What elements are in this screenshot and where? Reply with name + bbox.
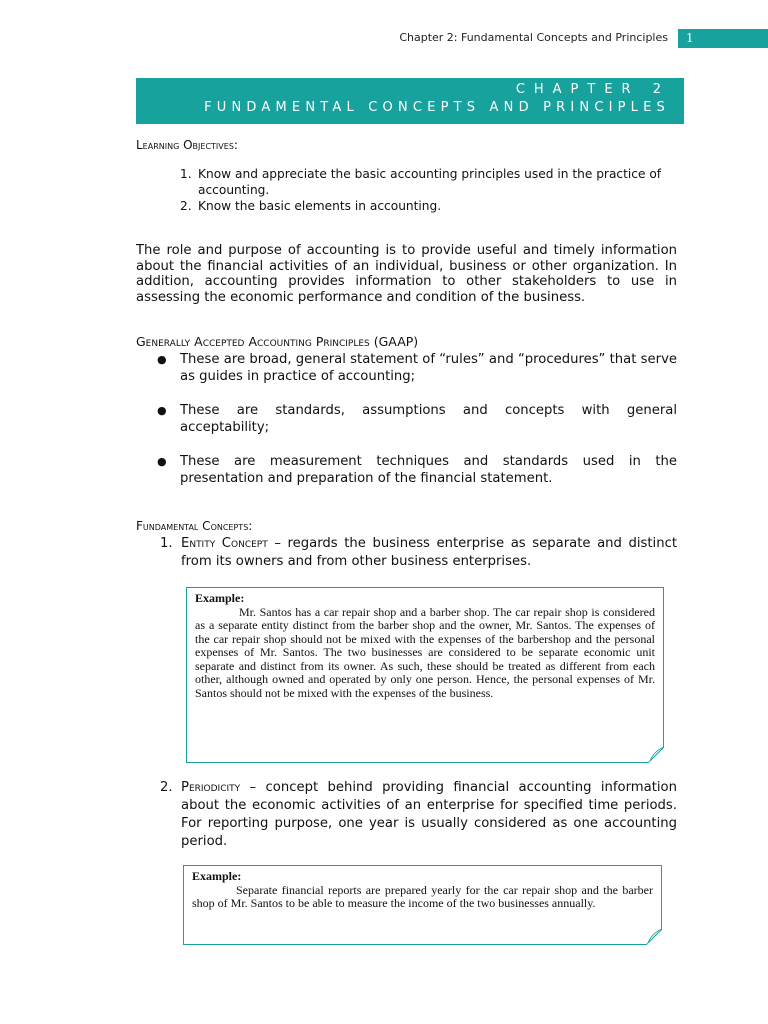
bullet-text: These are standards, assumptions and concepts with general acceptability; — [180, 403, 677, 435]
concept-periodicity — [160, 779, 677, 851]
concept-body — [181, 779, 677, 851]
bullet-text: These are broad, general statement of “rules” and “procedures” that serve as guides in practice of accounting; — [180, 352, 677, 384]
concept-term: Entity Concept — [181, 536, 268, 551]
concept-description: – concept behind providing financial accounting information about the economic activities of an enterprise for specified time periods. For reporting purpose, one year is usually considered as one accounting period. — [181, 780, 677, 849]
example-text: Separate financial reports are prepared yearly for the car repair shop and the barber shop of Mr. Santos to be able to measure the income of the two businesses annually. — [192, 882, 653, 910]
concept-body — [181, 535, 677, 571]
example-box-entity — [186, 587, 664, 763]
concept-description: – regards the business enterprise as separate and distinct from its owners and from other business enterprises. — [181, 536, 677, 569]
concept-entity — [160, 535, 677, 571]
fundamental-concepts-heading: Fundamental Concepts: — [136, 519, 253, 533]
page-curl-icon — [646, 929, 662, 945]
bullet-icon: ● — [157, 353, 167, 366]
list-item — [136, 351, 677, 385]
gaap-bullet-list — [136, 351, 677, 504]
objective-text: Know the basic elements in accounting. — [198, 199, 442, 213]
concept-number: 1. — [160, 536, 173, 551]
list-item — [180, 166, 680, 198]
objective-number: 2. — [180, 199, 192, 213]
objective-text: Know and appreciate the basic accounting principles used in the practice of accounting. — [198, 167, 662, 197]
objectives-list — [180, 166, 680, 214]
learning-objectives-heading: Learning Objectives: — [136, 138, 238, 152]
list-item — [136, 402, 677, 436]
page-number: 1 — [678, 29, 768, 48]
intro-paragraph: The role and purpose of accounting is to provide useful and timely information about the financial activities of an individual, business or other organization. In addition, accounting provides information to other stakeholders to use in assessing the economic performance and condition of the business. — [136, 243, 677, 305]
gaap-heading: Generally Accepted Accounting Principles (GAAP) — [136, 334, 419, 349]
page-curl-icon — [648, 747, 664, 763]
list-item — [180, 198, 680, 214]
chapter-label: CHAPTER 2 — [515, 82, 670, 97]
concept-term: Periodicity — [181, 780, 241, 795]
example-text: Mr. Santos has a car repair shop and a barber shop. The car repair shop is considered as a separate entity distinct from the barber shop and the owner, Mr. Santos. The expenses of the car repair shop should not be mixed with the expenses of the barbershop and the personal expenses of Mr. Santos. The two businesses are considered to be separate economic unit separate and distinct from its owner. As such, these should be treated as different from each other, although owned and operated by only one person. Hence, the personal expenses of Mr. Santos should not be mixed with the expenses of the business. — [195, 604, 655, 700]
list-item — [136, 453, 677, 487]
example-title: Example: — [195, 591, 245, 605]
running-header: Chapter 2: Fundamental Concepts and Principles — [399, 31, 668, 44]
example-box-periodicity — [183, 865, 662, 945]
objective-number: 1. — [180, 167, 192, 181]
bullet-text: These are measurement techniques and standards used in the presentation and preparation of the financial statement. — [180, 454, 677, 486]
example-title: Example: — [192, 869, 242, 883]
chapter-banner — [136, 78, 684, 124]
bullet-icon: ● — [157, 455, 167, 468]
bullet-icon: ● — [157, 404, 167, 417]
concept-number: 2. — [160, 780, 173, 795]
chapter-title: FUNDAMENTAL CONCEPTS AND PRINCIPLES — [204, 100, 670, 115]
